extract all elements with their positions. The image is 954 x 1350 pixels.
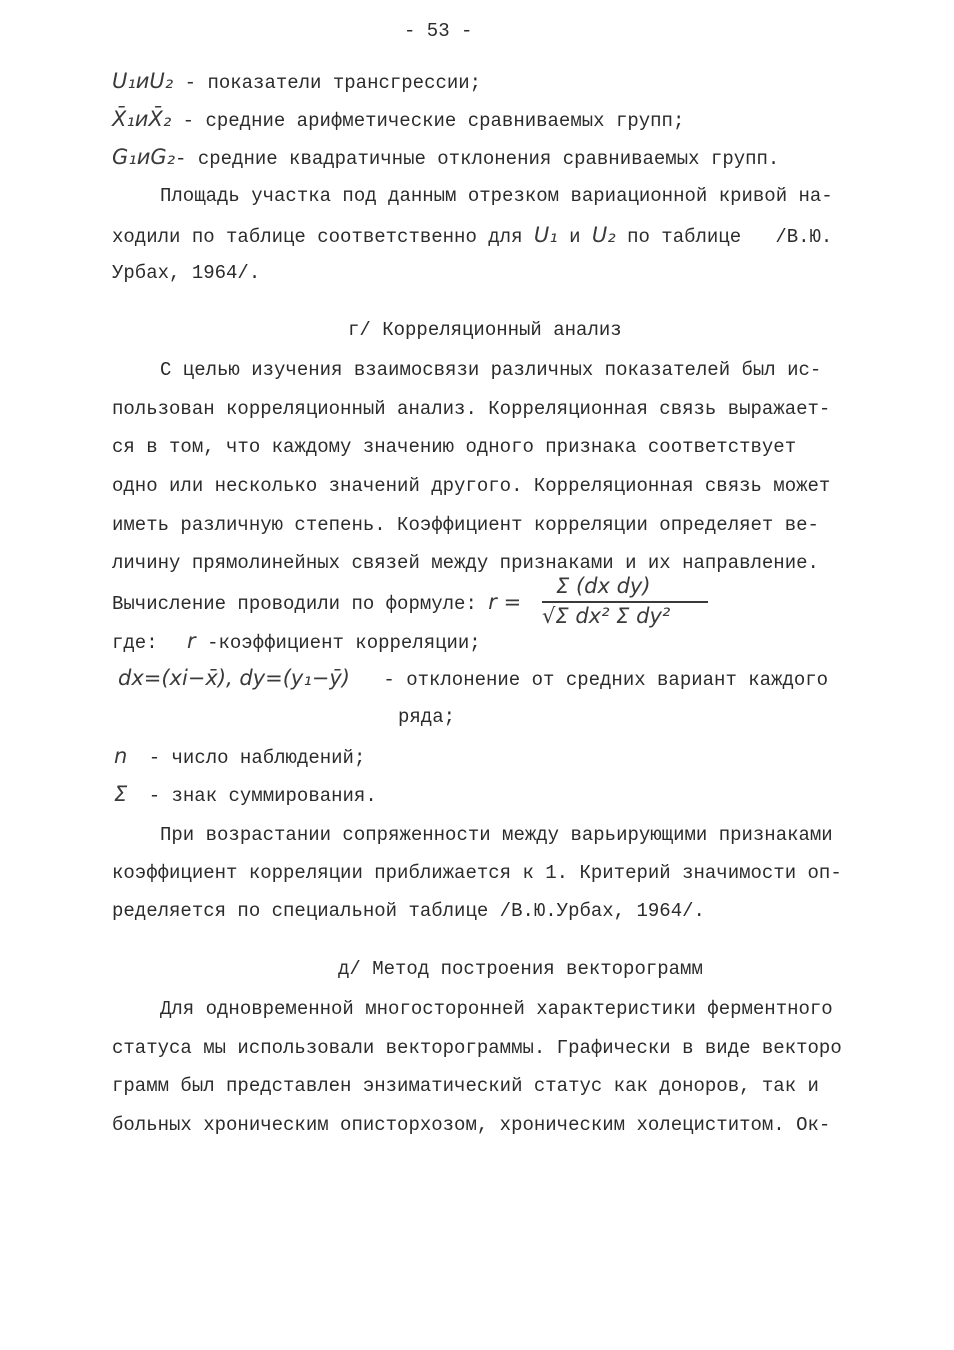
body-text-line: грамм был представлен энзиматический статус как доноров, так и bbox=[112, 1075, 819, 1097]
body-text-line: С целью изучения взаимосвязи различных показателей был ис- bbox=[160, 359, 822, 381]
correlation-formula bbox=[520, 574, 700, 634]
body-text-line: ределяется по специальной таблице /В.Ю.Урбах, 1964/. bbox=[112, 900, 705, 922]
body-text-line: коэффициент корреляции приближается к 1. Критерий значимости оп- bbox=[112, 862, 842, 884]
body-text-line: Урбах, 1964/. bbox=[112, 262, 261, 284]
legend-item-means bbox=[112, 107, 684, 133]
u2-symbol: U₂ bbox=[591, 223, 616, 247]
sum-definition: - знак суммирования. bbox=[148, 785, 377, 807]
legend-symbol: G₁иG₂ bbox=[112, 145, 176, 169]
body-text-line bbox=[112, 223, 832, 249]
n-symbol: n bbox=[114, 744, 128, 768]
page-number: - 53 - bbox=[404, 20, 473, 42]
r-definition: -коэффициент корреляции; bbox=[207, 632, 481, 654]
body-text-line: одно или несколько значений другого. Корреляционная связь может bbox=[112, 475, 831, 497]
where-label: где: bbox=[112, 632, 158, 654]
body-text-line: больных хроническим описторхозом, хроническим холециститом. Ок- bbox=[112, 1114, 831, 1136]
legend-symbol: X̄₁иX̄₂ bbox=[112, 107, 172, 131]
legend-text: - средние арифметические сравниваемых групп; bbox=[171, 110, 685, 132]
and-word: и bbox=[569, 226, 581, 248]
legend-text: - средние квадратичные отклонения сравниваемых групп. bbox=[175, 148, 780, 170]
body-text-line: статуса мы использовали векторограммы. Графически в виде векторо bbox=[112, 1037, 842, 1059]
fraction-bar bbox=[542, 601, 708, 603]
section-heading: д/ Метод построения векторограмм bbox=[338, 958, 703, 980]
body-text-fragment: по таблице /В.Ю. bbox=[627, 226, 833, 248]
formula-numerator: Σ (dx dy) bbox=[556, 574, 651, 598]
body-text-line: ся в том, что каждому значению одного признака соответствует bbox=[112, 436, 797, 458]
body-text-line: Для одновременной многосторонней характеристики ферментного bbox=[160, 998, 833, 1020]
r-symbol: r bbox=[187, 629, 196, 653]
where-r-line bbox=[112, 629, 481, 655]
formula-lhs: r = bbox=[488, 590, 522, 614]
formula-intro bbox=[112, 590, 521, 616]
n-definition-line bbox=[114, 744, 365, 770]
body-text-line: пользован корреляционный анализ. Корреляционная связь выражает- bbox=[112, 398, 831, 420]
n-definition: - число наблюдений; bbox=[148, 747, 366, 769]
body-text-line: личину прямолинейных связей между признаками и их направление. bbox=[112, 552, 819, 574]
formula-intro-text: Вычисление проводили по формуле: bbox=[112, 593, 477, 615]
formula-denominator: √Σ dx² Σ dy² bbox=[542, 604, 671, 628]
body-text-line: иметь различную степень. Коэффициент корреляции определяет ве- bbox=[112, 514, 819, 536]
section-heading: г/ Корреляционный анализ bbox=[348, 319, 622, 341]
sum-definition-line bbox=[114, 782, 377, 808]
body-text-fragment: ходили по таблице соответственно для bbox=[112, 226, 523, 248]
body-text-line: Площадь участка под данным отрезком вариационной кривой на- bbox=[160, 185, 833, 207]
legend-symbol: U₁иU₂ bbox=[112, 69, 174, 93]
deviation-line-continued: ряда; bbox=[398, 706, 456, 728]
deviation-symbol: dx=(xi−x̄), dy=(y₁−ȳ) bbox=[118, 666, 350, 690]
body-text-line: При возрастании сопряженности между варьирующими признаками bbox=[160, 824, 833, 846]
u1-symbol: U₁ bbox=[533, 223, 558, 247]
deviation-definition: - отклонение от средних вариант каждого bbox=[383, 669, 829, 691]
sum-symbol: Σ bbox=[114, 782, 128, 806]
legend-item-deviations bbox=[112, 145, 779, 171]
deviation-line bbox=[118, 666, 828, 692]
legend-text: - показатели трансгрессии; bbox=[173, 72, 482, 94]
legend-item-transgression bbox=[112, 69, 481, 95]
